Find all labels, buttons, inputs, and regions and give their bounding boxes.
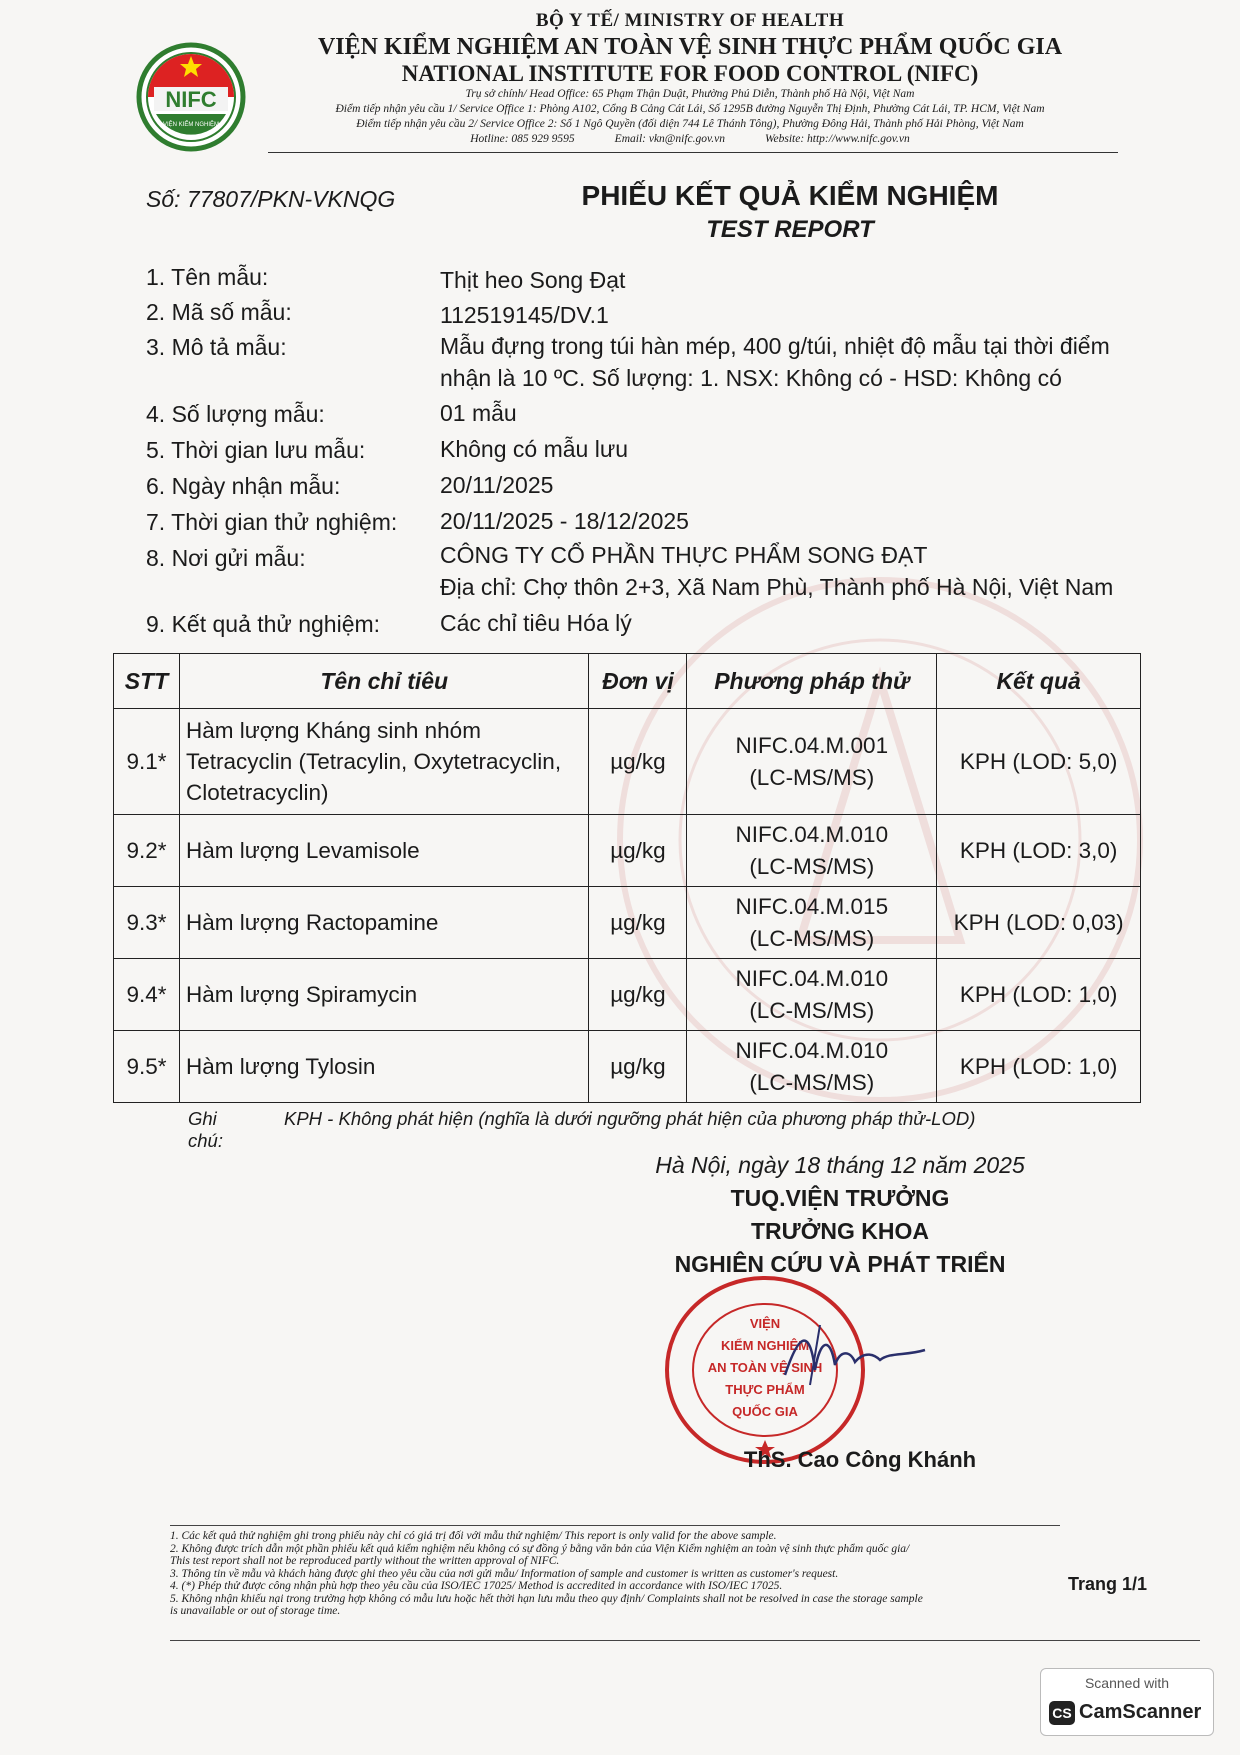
table-row xyxy=(114,1031,1141,1103)
method-technique: (LC-MS/MS) xyxy=(749,997,875,1023)
stamp-line: QUỐC GIA xyxy=(732,1404,798,1419)
signer-name: ThS. Cao Công Khánh xyxy=(743,1447,977,1472)
contact-line xyxy=(260,132,1120,147)
stamp-line: THỰC PHẨM xyxy=(725,1382,805,1397)
title-vn: PHIẾU KẾT QUẢ KIỂM NGHIỆM xyxy=(581,180,999,211)
cell-stt: 9.3* xyxy=(114,887,180,959)
method-code: NIFC.04.M.001 xyxy=(735,732,889,758)
cell-unit: µg/kg xyxy=(589,887,687,959)
method-code: NIFC.04.M.015 xyxy=(735,893,889,919)
table-row xyxy=(114,815,1141,887)
info-value: CÔNG TY CỔ PHẦN THỰC PHẨM SONG ĐẠT xyxy=(440,542,928,568)
report-title xyxy=(560,180,1020,244)
info-value-cont: nhận là 10 ºC. Số lượng: 1. NSX: Không có - HSD: Không có xyxy=(440,365,1062,391)
info-value: Không có mẫu lưu xyxy=(440,436,629,462)
cell-name: Hàm lượng Levamisole xyxy=(179,815,589,887)
col-header-stt: STT xyxy=(114,654,180,709)
ministry-line: BỘ Y TẾ/ MINISTRY OF HEALTH xyxy=(535,10,845,31)
sign-title-3: NGHIÊN CỨU VÀ PHÁT TRIỂN xyxy=(674,1251,1006,1277)
table-row xyxy=(114,709,1141,815)
method-technique: (LC-MS/MS) xyxy=(749,925,875,951)
header-divider xyxy=(268,152,1118,153)
head-office: Trụ sở chính/ Head Office: 65 Phạm Thận Duật, Phường Phú Diễn, Thành phố Hà Nội, Việt Nam xyxy=(465,88,915,100)
name-line: Tetracyclin (Tetracylin, Oxytetracyclin, xyxy=(185,749,562,774)
method-code: NIFC.04.M.010 xyxy=(735,1037,889,1063)
method-technique: (LC-MS/MS) xyxy=(749,1069,875,1095)
note-label: Ghi chú: xyxy=(188,1108,223,1151)
info-label: 9. Kết quả thử nghiệm: xyxy=(146,611,381,637)
institute-name-vn: VIỆN KIỂM NGHIỆM AN TOÀN VỆ SINH THỰC PHẨM QUỐC GIA xyxy=(317,34,1063,60)
camscanner-icon: CS xyxy=(1049,1701,1075,1725)
institute-name-en: NATIONAL INSTITUTE FOR FOOD CONTROL (NIFC) xyxy=(401,61,979,86)
col-header-unit: Đơn vị xyxy=(589,654,687,709)
info-value-cont: Địa chỉ: Chợ thôn 2+3, Xã Nam Phù, Thành phố Hà Nội, Việt Nam xyxy=(440,574,1114,600)
table-row xyxy=(114,887,1141,959)
stamp-line: AN TOÀN VỆ SINH xyxy=(707,1360,823,1375)
info-label: 2. Mã số mẫu: xyxy=(146,299,292,325)
info-label: 8. Nơi gửi mẫu: xyxy=(146,545,306,571)
logo-caption: VIỆN KIỂM NGHIỆM xyxy=(162,122,220,128)
footer-bottom-divider xyxy=(170,1640,1200,1641)
footnote: 3. Thông tin về mẫu và khách hàng được ghi theo yêu cầu của nơi gửi mẫu/ Information of sample and customer is written as customer's request. xyxy=(170,1567,839,1580)
report-number: Số: 77807/PKN-VKNQG xyxy=(146,186,396,212)
stamp-line: VIỆN xyxy=(749,1316,781,1331)
info-value: Mẫu đựng trong túi hàn mép, 400 g/túi, nhiệt độ mẫu tại thời điểm xyxy=(440,333,1110,359)
cell-stt: 9.1* xyxy=(114,709,180,815)
footnote: This test report shall not be reproduced partly without the written approval of NIFC. xyxy=(170,1555,560,1567)
cell-name xyxy=(179,709,589,815)
info-label: 4. Số lượng mẫu: xyxy=(146,401,325,427)
cell-stt: 9.5* xyxy=(114,1031,180,1103)
footer-divider xyxy=(170,1525,1060,1526)
signature-block xyxy=(640,1152,1040,1278)
info-value: 112519145/DV.1 xyxy=(440,302,609,328)
footnote: 1. Các kết quả thử nghiệm ghi trong phiếu này chỉ có giá trị đối với mẫu thử nghiệm/ This report is only valid for the above sample. xyxy=(170,1530,777,1542)
method-technique: (LC-MS/MS) xyxy=(749,853,875,879)
camscanner-badge xyxy=(1040,1668,1214,1736)
footnote: is unavailable or out of storage time. xyxy=(170,1605,341,1617)
institute-header xyxy=(260,10,1120,147)
footnote: 2. Không được trích dẫn một phần phiếu kết quả kiểm nghiệm nếu không có sự đồng ý bằng văn bản của Viện Kiểm nghiệm an toàn vệ sinh thực phẩm quốc gia/ xyxy=(170,1542,910,1555)
cell-name: Hàm lượng Tylosin xyxy=(179,1031,589,1103)
website: Website: http://www.nifc.gov.vn xyxy=(764,133,910,145)
sign-title-2: TRƯỞNG KHOA xyxy=(751,1218,929,1244)
table-header-row xyxy=(114,654,1141,709)
cell-result: KPH (LOD: 1,0) xyxy=(937,959,1141,1031)
cell-result: KPH (LOD: 1,0) xyxy=(937,1031,1141,1103)
sign-date: Hà Nội, ngày 18 tháng 12 năm 2025 xyxy=(655,1152,1025,1178)
cell-method xyxy=(687,887,937,959)
scanned-with-text: Scanned with xyxy=(1084,1675,1170,1691)
footnote: 5. Không nhận khiếu nại trong trường hợp không có mẫu lưu hoặc hết thời hạn lưu mẫu theo quy định/ Complaints shall not be resolved in case the storage sample xyxy=(170,1592,923,1605)
col-header-name: Tên chỉ tiêu xyxy=(179,654,589,709)
note-text: KPH - Không phát hiện (nghĩa là dưới ngưỡng phát hiện của phương pháp thử-LOD) xyxy=(284,1108,976,1129)
footnotes xyxy=(170,1530,1070,1618)
cell-stt: 9.4* xyxy=(114,959,180,1031)
info-value: 01 mẫu xyxy=(440,400,517,426)
page-number: Trang 1/1 xyxy=(1068,1574,1148,1594)
method-code: NIFC.04.M.010 xyxy=(735,965,889,991)
cell-result: KPH (LOD: 0,03) xyxy=(937,887,1141,959)
cell-unit: µg/kg xyxy=(589,1031,687,1103)
stamp-line: KIỂM NGHIỆM xyxy=(720,1338,810,1353)
info-value: Các chỉ tiêu Hóa lý xyxy=(440,610,632,636)
cell-method xyxy=(687,1031,937,1103)
footnote: 4. (*) Phép thử được công nhận phù hợp theo yêu cầu của ISO/IEC 17025/ Method is accredited in accordance with ISO/IEC 17025. xyxy=(170,1580,783,1592)
cell-method xyxy=(687,815,937,887)
hotline: Hotline: 085 929 9595 xyxy=(470,133,575,145)
service-office-1: Điểm tiếp nhận yêu cầu 1/ Service Office 1: Phòng A102, Cổng B Cảng Cát Lái, Số 1295B đường Nguyễn Thị Định, Phường Cát Lái, TP. HCM, Việt Nam xyxy=(335,103,1045,115)
info-value: 20/11/2025 - 18/12/2025 xyxy=(440,508,689,534)
name-line: Hàm lượng Kháng sinh nhóm xyxy=(185,718,481,743)
cell-unit: µg/kg xyxy=(589,959,687,1031)
results-table xyxy=(113,653,1141,1103)
info-label: 6. Ngày nhận mẫu: xyxy=(146,473,341,499)
sign-title-1: TUQ.VIỆN TRƯỞNG xyxy=(730,1185,950,1211)
camscanner-text: CamScanner xyxy=(1079,1701,1202,1723)
title-en: TEST REPORT xyxy=(706,216,874,243)
cell-result: KPH (LOD: 5,0) xyxy=(937,709,1141,815)
cell-name: Hàm lượng Ractopamine xyxy=(179,887,589,959)
info-label: 1. Tên mẫu: xyxy=(146,264,269,290)
table-row xyxy=(114,959,1141,1031)
service-office-2: Điểm tiếp nhận yêu cầu 2/ Service Office 2: Số 1 Ngô Quyền (đối diện 744 Lê Thánh Tông), Phường Đông Hải, Thành phố Hải Phòng, Việt Nam xyxy=(356,118,1024,130)
col-header-method: Phương pháp thử xyxy=(687,654,937,709)
cell-stt: 9.2* xyxy=(114,815,180,887)
method-code: NIFC.04.M.010 xyxy=(735,821,889,847)
info-value: Thịt heo Song Đạt xyxy=(440,267,626,293)
cell-result: KPH (LOD: 3,0) xyxy=(937,815,1141,887)
cell-unit: µg/kg xyxy=(589,815,687,887)
handwritten-signature xyxy=(780,1320,930,1390)
cell-method xyxy=(687,709,937,815)
col-header-result: Kết quả xyxy=(937,654,1141,709)
name-line: Clotetracyclin) xyxy=(185,780,329,805)
method-technique: (LC-MS/MS) xyxy=(749,764,875,790)
nifc-logo xyxy=(136,42,246,152)
cell-method xyxy=(687,959,937,1031)
info-label: 5. Thời gian lưu mẫu: xyxy=(146,437,366,463)
cell-name: Hàm lượng Spiramycin xyxy=(179,959,589,1031)
logo-text: NIFC xyxy=(165,87,217,112)
info-value: 20/11/2025 xyxy=(440,472,554,498)
info-label: 7. Thời gian thử nghiệm: xyxy=(146,509,398,535)
cell-unit: µg/kg xyxy=(589,709,687,815)
info-label: 3. Mô tả mẫu: xyxy=(146,334,287,360)
email: Email: vkn@nifc.gov.vn xyxy=(614,133,725,145)
